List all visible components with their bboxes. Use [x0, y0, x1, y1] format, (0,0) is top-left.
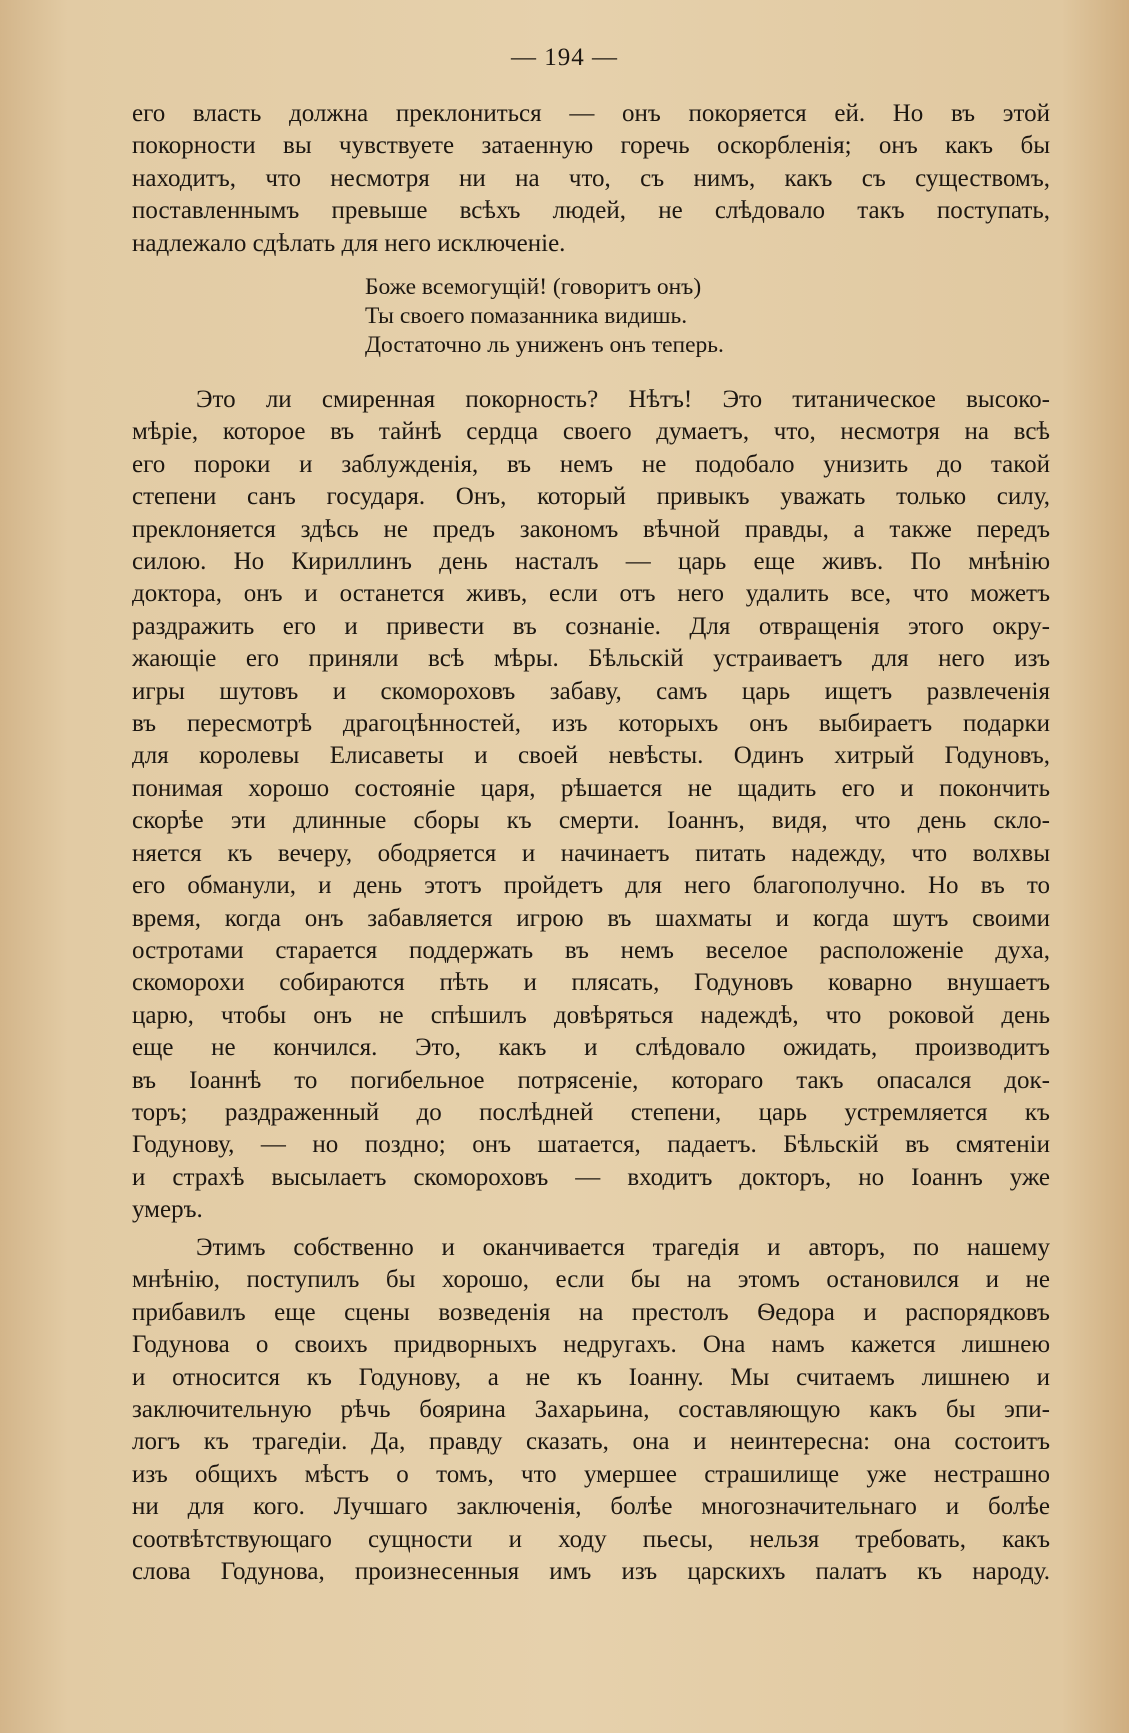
text-line: скоморохи собираются пѣть и плясать, Годуновъ коварно внушаетъ — [132, 969, 1050, 997]
text-line: слова Годунова, произнесенныя имъ изъ царскихъ палатъ къ народу. — [132, 1558, 1050, 1586]
text-line: няется къ вечеру, ободряется и начинаетъ питать надежду, что волхвы — [132, 839, 1050, 867]
text-line: ни для кого. Лучшаго заключенія, болѣе многозначительнаго и болѣе — [132, 1493, 1050, 1521]
text-line: логъ къ трагедіи. Да, правду сказать, она и неинтересна: она состоитъ — [132, 1428, 1050, 1456]
text-line: доктора, онъ и останется живъ, если отъ него удалить все, что можетъ — [132, 580, 1050, 608]
text-line: изъ общихъ мѣстъ о томъ, что умершее страшилище уже нестрашно — [132, 1460, 1050, 1488]
page-number: — 194 — — [511, 44, 618, 71]
text-line: преклоняется здѣсь не предъ закономъ вѣчной правды, а также передъ — [132, 515, 1050, 543]
text-line: остротами старается поддержать въ немъ веселое расположеніе духа, — [132, 936, 1050, 964]
text-line: умеръ. — [132, 1196, 203, 1224]
text-line: раздражить его и привести въ сознаніе. Для отвращенія этого окру- — [132, 612, 1050, 640]
text-line: для королевы Елисаветы и своей невѣсты. Одинъ хитрый Годуновъ, — [132, 742, 1050, 770]
paragraph-3 — [132, 1232, 1050, 1588]
text-line: торъ; раздраженный до послѣдней степени, царь устремляется къ — [132, 1098, 1050, 1126]
text-line: его власть должна преклониться — онъ покоряется ей. Но въ этой — [132, 100, 1050, 127]
text-line: понимая хорошо состояніе царя, рѣшается не щадить его и покончить — [132, 774, 1050, 802]
text-line: находитъ, что несмотря ни на что, съ нимъ, какъ съ существомъ, — [132, 164, 1050, 192]
text-line: силою. Но Кириллинъ день насталъ — царь еще живъ. По мнѣнію — [132, 548, 1050, 576]
text-line: степени санъ государя. Онъ, который привыкъ уважать только силу, — [132, 483, 1050, 511]
text-line: надлежало сдѣлать для него исключеніе. — [132, 229, 566, 257]
verse-line: Достаточно ль униженъ онъ теперь. — [365, 332, 724, 358]
text-line: прибавилъ еще сцены возведенія на престолъ Ѳедора и распорядковъ — [132, 1298, 1050, 1326]
text-line: соотвѣтствующаго сущности и ходу пьесы, нельзя требовать, какъ — [132, 1525, 1050, 1553]
text-line: Годунову, — но поздно; онъ шатается, падаетъ. Бѣльскій въ смятеніи — [132, 1131, 1050, 1159]
text-line: мѣріе, которое въ тайнѣ сердца своего думаетъ, что, несмотря на всѣ — [132, 418, 1050, 446]
text-line: Это ли смиренная покорность? Нѣтъ! Это титаническое высоко- — [196, 386, 1050, 413]
text-line: и относится къ Годунову, а не къ Іоанну. Мы считаемъ лишнею и — [132, 1363, 1050, 1391]
text-line: заключительную рѣчь боярина Захарьина, составляющую какъ бы эпи- — [132, 1396, 1050, 1424]
text-line: покорности вы чувствуете затаенную горечь оскорбленія; онъ какъ бы — [132, 132, 1050, 160]
text-line: поставленнымъ превыше всѣхъ людей, не слѣдовало такъ поступать, — [132, 197, 1050, 225]
verse-line: Боже всемогущій! (говоритъ онъ) — [365, 274, 702, 300]
paragraph-2 — [132, 384, 1050, 1227]
text-line: скорѣе эти длинные сборы къ смерти. Іоаннъ, видя, что день скло- — [132, 807, 1050, 835]
text-line: жающіе его приняли всѣ мѣры. Бѣльскій устраиваетъ для него изъ — [132, 645, 1050, 673]
paragraph-1 — [132, 98, 1050, 260]
verse-line: Ты своего помазанника видишь. — [365, 303, 688, 329]
text-line: его пороки и заблужденія, въ немъ не подобало унизить до такой — [132, 450, 1050, 478]
verse-quotation — [365, 273, 865, 360]
text-line: Годунова о своихъ придворныхъ недругахъ. Она намъ кажется лишнею — [132, 1331, 1050, 1359]
text-line: и страхѣ высылаетъ скомороховъ — входитъ докторъ, но Іоаннъ уже — [132, 1163, 1050, 1191]
text-line: игры шутовъ и скомороховъ забаву, самъ царь ищетъ развлеченія — [132, 677, 1050, 705]
text-line: его обманули, и день этотъ пройдетъ для него благополучно. Но въ то — [132, 872, 1050, 900]
text-line: мнѣнію, поступилъ бы хорошо, если бы на этомъ остановился и не — [132, 1266, 1050, 1294]
text-line: въ Іоаннѣ то погибельное потрясеніе, котораго такъ опасался док- — [132, 1066, 1050, 1094]
text-line: время, когда онъ забавляется игрою въ шахматы и когда шутъ своими — [132, 904, 1050, 932]
text-line: царю, чтобы онъ не спѣшилъ довѣряться надеждѣ, что роковой день — [132, 1001, 1050, 1029]
text-line: Этимъ собственно и оканчивается трагедія и авторъ, по нашему — [196, 1234, 1050, 1261]
text-line: еще не кончился. Это, какъ и слѣдовало ожидать, производитъ — [132, 1034, 1050, 1062]
text-line: въ пересмотрѣ драгоцѣнностей, изъ которыхъ онъ выбираетъ подарки — [132, 710, 1050, 738]
